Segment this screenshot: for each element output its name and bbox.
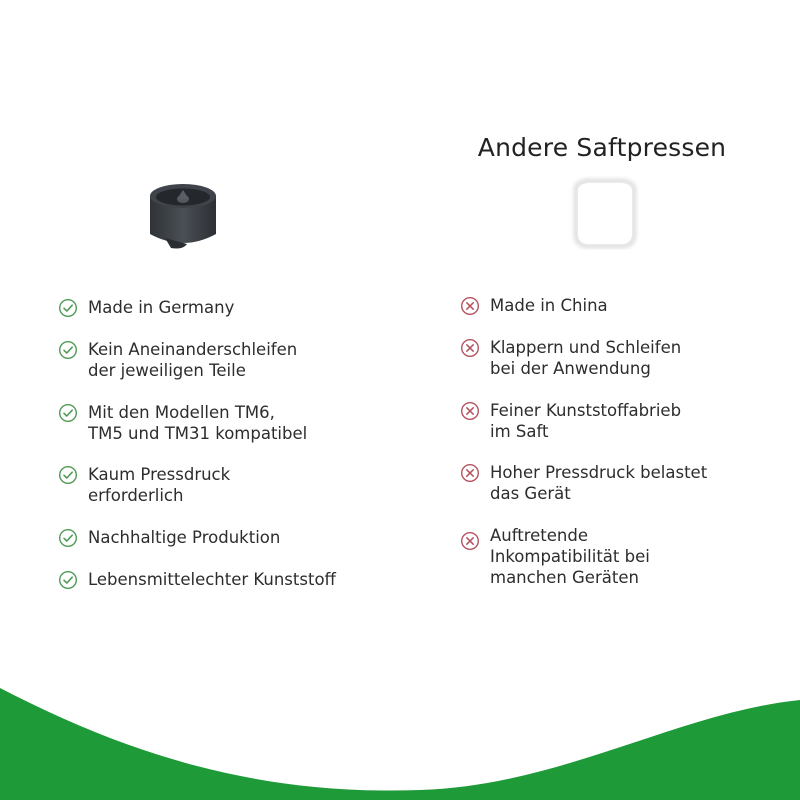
- list-item: [58, 339, 297, 381]
- x-circle-icon: [460, 531, 480, 551]
- list-item: [460, 462, 707, 504]
- list-item-text: Kaum Pressdruck erforderlich: [88, 465, 231, 505]
- list-item-text: Made in China: [490, 296, 608, 315]
- check-circle-icon: [58, 465, 78, 485]
- list-item: [460, 337, 681, 379]
- list-item-text: Made in Germany: [88, 298, 235, 317]
- x-circle-icon: [460, 401, 480, 421]
- green-wave-decoration: [0, 600, 800, 800]
- competitor-column: [400, 0, 800, 680]
- generic-juicer-placeholder-image: [568, 176, 642, 250]
- list-item: [58, 464, 230, 506]
- list-item-text: Kein Aneinanderschleifen der jeweiligen Teile: [88, 340, 298, 380]
- list-item-text: Nachhaltige Produktion: [88, 528, 281, 547]
- list-item: [58, 402, 307, 444]
- check-circle-icon: [58, 403, 78, 423]
- list-item-text: Mit den Modellen TM6, TM5 und TM31 kompatibel: [88, 403, 308, 443]
- juicer-insert-image: [143, 178, 223, 252]
- list-item-text: Feiner Kunststoffabrieb im Saft: [490, 401, 682, 441]
- x-circle-icon: [460, 296, 480, 316]
- check-circle-icon: [58, 298, 78, 318]
- column-title: Andere Saftpressen: [477, 133, 727, 162]
- list-item-text: Hoher Pressdruck belastet das Gerät: [490, 463, 708, 503]
- list-item-text: Auftretende Inkompatibilität bei manchen Geräten: [490, 526, 650, 587]
- list-item-text: Lebensmittelechter Kunststoff: [88, 570, 336, 589]
- x-circle-icon: [460, 338, 480, 358]
- list-item-text: Klappern und Schleifen bei der Anwendung: [490, 338, 682, 378]
- list-item: [58, 569, 336, 590]
- list-item: [460, 295, 608, 316]
- list-item: [460, 400, 681, 442]
- x-circle-icon: [460, 463, 480, 483]
- list-item: [58, 527, 280, 548]
- check-circle-icon: [58, 340, 78, 360]
- own-product-column: [0, 0, 400, 680]
- list-item: [460, 525, 650, 588]
- check-circle-icon: [58, 570, 78, 590]
- check-circle-icon: [58, 528, 78, 548]
- list-item: [58, 297, 234, 318]
